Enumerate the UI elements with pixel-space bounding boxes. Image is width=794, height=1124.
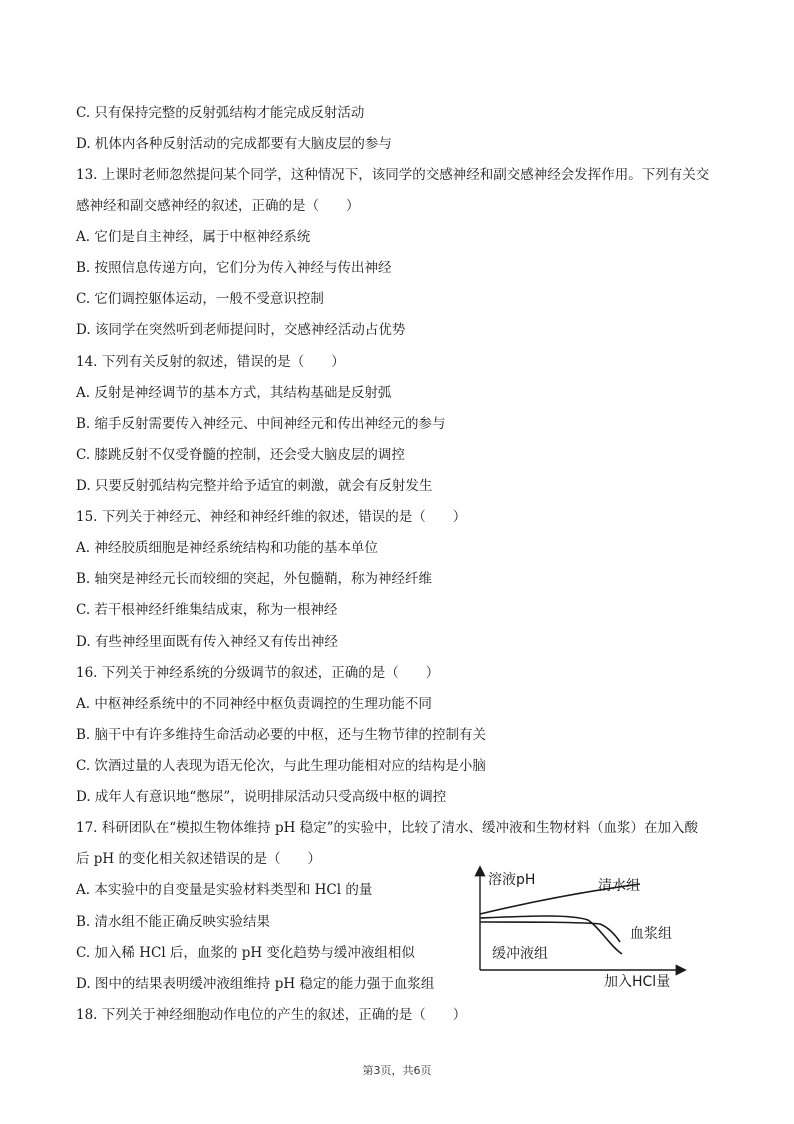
option-17a: A. 本实验中的自变量是实验材料类型和 HCl 的量 bbox=[76, 882, 373, 898]
option-14d: D. 只要反射弧结构完整并给予适宜的刺激，就会有反射发生 bbox=[76, 478, 433, 494]
option-16a: A. 中枢神经系统中的不同神经中枢负责调控的生理功能不同 bbox=[76, 696, 432, 712]
x-axis-label: 加入HCl量 bbox=[604, 974, 671, 990]
option-17c: C. 加入稀 HCl 后，血浆的 pH 变化趋势与缓冲液组相似 bbox=[76, 945, 415, 961]
option-16d: D. 成年人有意识地“憋尿”，说明排尿活动只受高级中枢的调控 bbox=[76, 789, 447, 805]
option-12d: D. 机体内各种反射活动的完成都要有大脑皮层的参与 bbox=[76, 136, 392, 152]
question-17-line-2: 后 pH 的变化相关叙述错误的是（ ） bbox=[76, 851, 321, 867]
y-axis-label: 溶液pH bbox=[488, 872, 536, 888]
option-16b: B. 脑干中有许多维持生命活动必要的中枢，还与生物节律的控制有关 bbox=[76, 727, 487, 743]
option-13d: D. 该同学在突然听到老师提问时，交感神经活动占优势 bbox=[76, 322, 406, 338]
ph-diagram-svg bbox=[470, 862, 690, 992]
question-14: 14. 下列有关反射的叙述，错误的是（ ） bbox=[76, 354, 345, 370]
buffer-curve-label: 缓冲液组 bbox=[492, 946, 548, 962]
option-15a: A. 神经胶质细胞是神经系统结构和功能的基本单位 bbox=[76, 540, 378, 556]
page-footer: 第3页，共6页 bbox=[362, 1064, 432, 1077]
option-13c: C. 它们调控躯体运动，一般不受意识控制 bbox=[76, 291, 324, 307]
option-14c: C. 膝跳反射不仅受脊髓的控制，还会受大脑皮层的调控 bbox=[76, 447, 405, 463]
question-13-line-2: 感神经和副交感神经的叙述，正确的是（ ） bbox=[76, 198, 360, 214]
option-14a: A. 反射是神经调节的基本方式，其结构基础是反射弧 bbox=[76, 385, 392, 401]
option-13b: B. 按照信息传递方向，它们分为传入神经与传出神经 bbox=[76, 260, 392, 276]
question-15: 15. 下列关于神经元、神经和神经纤维的叙述，错误的是（ ） bbox=[76, 509, 467, 525]
ph-diagram bbox=[470, 862, 690, 992]
buffer-curve bbox=[480, 922, 620, 942]
option-16c: C. 饮酒过量的人表现为语无伦次，与此生理功能相对应的结构是小脑 bbox=[76, 758, 486, 774]
option-17b: B. 清水组不能正确反映实验结果 bbox=[76, 914, 271, 930]
plasma-curve-label: 血浆组 bbox=[630, 926, 672, 942]
option-15d: D. 有些神经里面既有传入神经又有传出神经 bbox=[76, 634, 338, 650]
option-12c: C. 只有保持完整的反射弧结构才能完成反射活动 bbox=[76, 105, 365, 121]
question-13-line-1: 13. 上课时老师忽然提问某个同学，这种情况下，该同学的交感神经和副交感神经会发挥作用。下列有关交 bbox=[76, 167, 710, 183]
option-17d: D. 图中的结果表明缓冲液组维持 pH 稳定的能力强于血浆组 bbox=[76, 976, 435, 992]
question-18: 18. 下列关于神经细胞动作电位的产生的叙述，正确的是（ ） bbox=[76, 1007, 467, 1023]
option-15b: B. 轴突是神经元长而较细的突起，外包髓鞘，称为神经纤维 bbox=[76, 571, 433, 587]
option-13a: A. 它们是自主神经，属于中枢神经系统 bbox=[76, 229, 311, 245]
water-curve-label: 清水组 bbox=[598, 878, 640, 894]
option-14b: B. 缩手反射需要传入神经元、中间神经元和传出神经元的参与 bbox=[76, 416, 446, 432]
question-16: 16. 下列关于神经系统的分级调节的叙述，正确的是（ ） bbox=[76, 665, 440, 681]
option-15c: C. 若干根神经纤维集结成束，称为一根神经 bbox=[76, 602, 338, 618]
question-17-line-1: 17. 科研团队在“模拟生物体维持 pH 稳定”的实验中，比较了清水、缓冲液和生物材料（血浆）在加入酸 bbox=[76, 820, 699, 836]
